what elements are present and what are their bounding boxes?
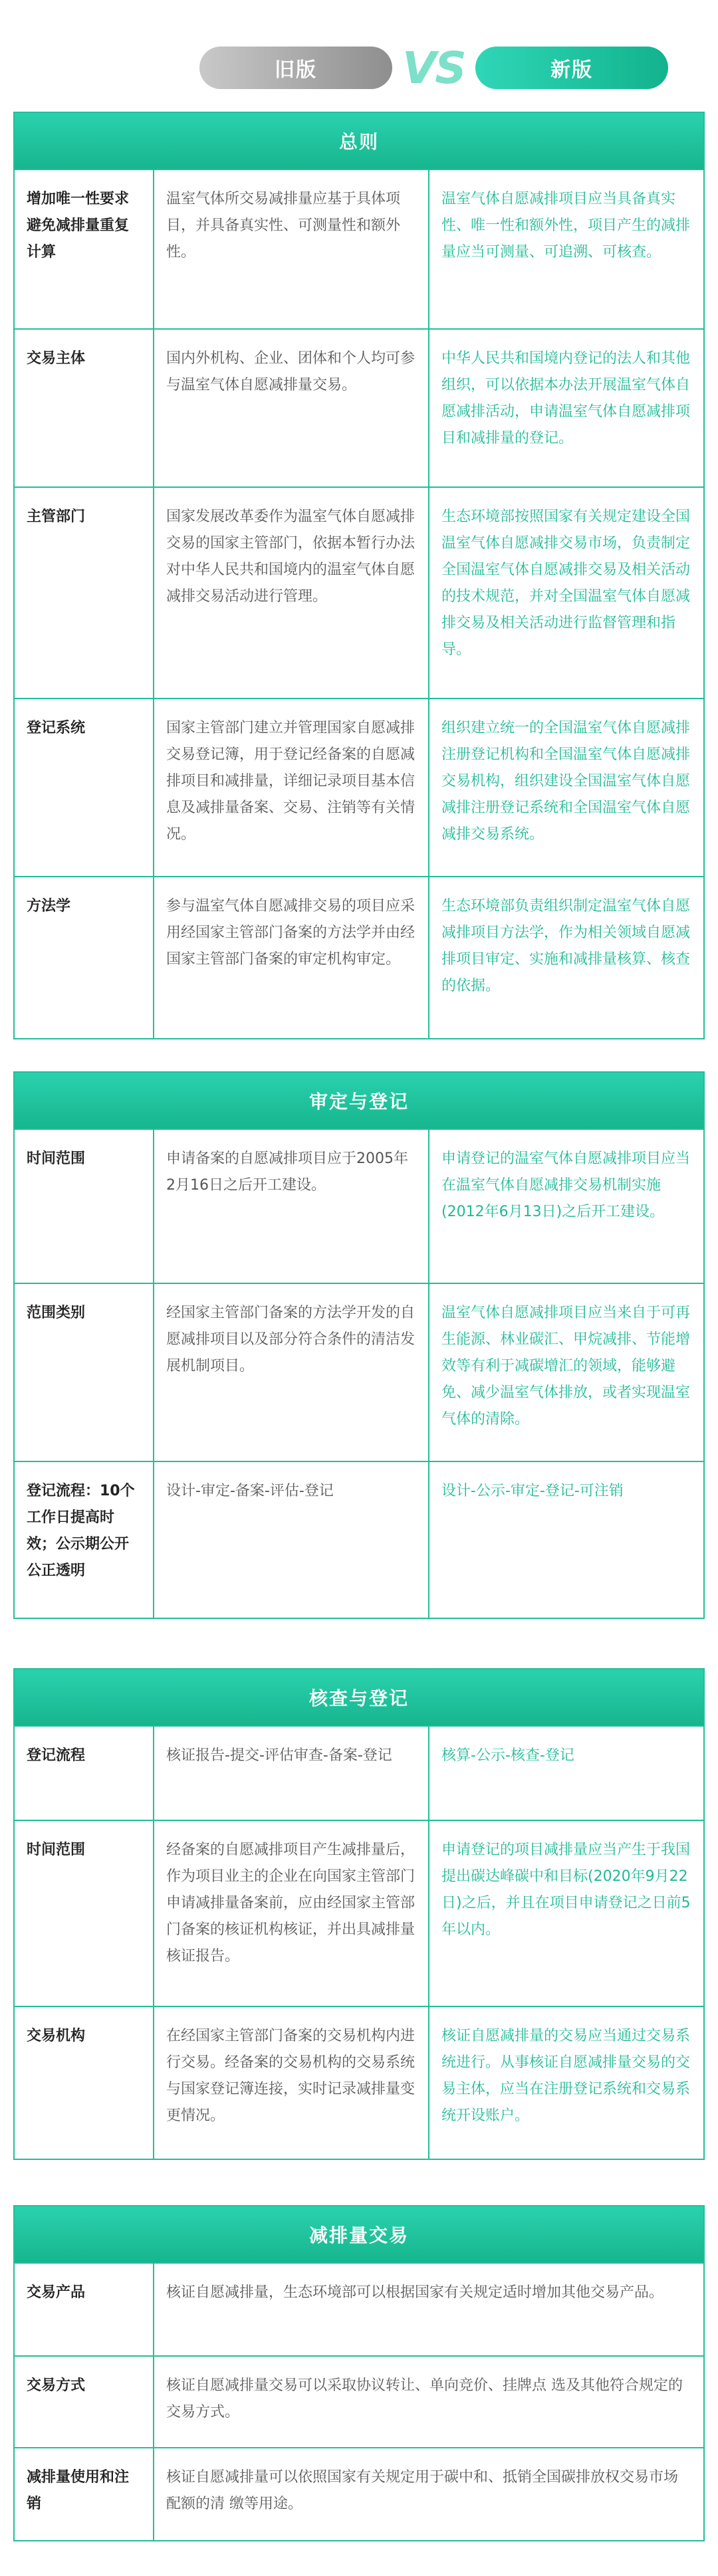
old-text: 经备案的自愿减排项目产生减排量后，作为项目业主的企业在向国家主管部门申请减排量备案前，应由经国家主管部门备案的核证机构核证，并出具减排量核证报告。: [154, 1821, 429, 2006]
row-label: 方法学: [15, 877, 154, 1038]
row-text: 核证自愿减排量交易可以采取协议转让、单向竞价、挂牌点 选及其他符合规定的交易方式。: [166, 2377, 683, 2420]
new-text: 组织建立统一的全国温室气体自愿减排注册登记机构和全国温室气体自愿减排交易机构，组织建设全国温室气体自愿减排注册登记系统和全国温室气体自愿减排交易系统。: [441, 720, 691, 843]
new-text: 温室气体自愿减排项目应当来自于可再生能源、林业碳汇、甲烷减排、节能增效等有利于减碳增汇的领域，能够避免、减少温室气体排放，或者实现温室气体的清除。: [441, 1305, 691, 1428]
old-text: 温室气体所交易减排量应基于具体项目，并具备真实性、可测量性和额外性。: [154, 170, 429, 328]
table-row: [15, 1461, 703, 1618]
old-text: 在经国家主管部门备案的交易机构内进行交易。经备案的交易机构的交易系统与国家登记簿连接，实时记录减排量变更情况。: [154, 2007, 429, 2159]
section-title: 减排量交易: [15, 2206, 703, 2262]
row-label: 登记系统: [15, 699, 154, 876]
comparison-table: [15, 1725, 703, 2159]
section-title: 核查与登记: [15, 1669, 703, 1725]
table-row: [15, 698, 703, 876]
old-text: 参与温室气体自愿减排交易的项目应采用经国家主管部门备案的方法学并由经国家主管部门备案的审定机构审定。: [154, 877, 429, 1038]
row-label: 交易机构: [15, 2007, 154, 2159]
new-text: 生态环境部负责组织制定温室气体自愿减排项目方法学，作为相关领域自愿减排项目审定、实施和减排量核算、核查的依据。: [441, 898, 691, 994]
table-row: [15, 2264, 703, 2355]
old-text: 国家发展改革委作为温室气体自愿减排交易的国家主管部门，依据本暂行办法对中华人民共和国境内的温室气体自愿减排交易活动进行管理。: [154, 488, 429, 698]
row-label: 时间范围: [15, 1130, 154, 1283]
trading-table: [15, 2262, 703, 2540]
table-row: [15, 1727, 703, 1820]
row-label: 主管部门: [15, 488, 154, 698]
new-text: 核证自愿减排量的交易应当通过交易系统进行。从事核证自愿减排量交易的交易主体，应当在注册登记系统和交易系统开设账户。: [441, 2028, 691, 2124]
table-row: [15, 2006, 703, 2159]
vs-label: VS: [402, 42, 465, 94]
section-verification-registration: [13, 1668, 705, 2160]
table-row: [15, 2355, 703, 2447]
old-text: 国内外机构、企业、团体和个人均可参与温室气体自愿减排量交易。: [154, 330, 429, 486]
table-row: [15, 1130, 703, 1283]
table-row: [15, 170, 703, 328]
section-emission-trading: [13, 2205, 705, 2541]
table-row: [15, 1820, 703, 2006]
table-row: [15, 328, 703, 486]
new-text: 设计-公示-审定-登记-可注销: [441, 1483, 624, 1499]
new-text: 核算-公示-核查-登记: [441, 1747, 574, 1764]
row-text: 核证自愿减排量可以依照国家有关规定用于碳中和、抵销全国碳排放权交易市场配额的清 缴等用途。: [166, 2469, 679, 2512]
old-text: 经国家主管部门备案的方法学开发的自愿减排项目以及部分符合条件的清洁发展机制项目。: [154, 1284, 429, 1461]
section-general: [13, 112, 705, 1039]
new-text: 中华人民共和国境内登记的法人和其他组织，可以依据本办法开展温室气体自愿减排活动，申请温室气体自愿减排项目和减排量的登记。: [441, 350, 691, 447]
row-label: 交易主体: [15, 330, 154, 486]
new-text: 申请登记的温室气体自愿减排项目应当在温室气体自愿减排交易机制实施(2012年6月13日)之后开工建设。: [441, 1150, 691, 1220]
comparison-header: [0, 42, 718, 94]
new-version-pill: 新版: [475, 47, 668, 89]
new-text: 生态环境部按照国家有关规定建设全国温室气体自愿减排交易市场，负责制定全国温室气体自愿减排交易及相关活动的技术规范，并对全国温室气体自愿减排交易及相关活动进行监督管理和指导。: [441, 508, 691, 658]
table-row: [15, 1283, 703, 1461]
new-text: 申请登记的项目减排量应当产生于我国提出碳达峰碳中和目标(2020年9月22日)之后，并且在项目申请登记之日前5年以内。: [441, 1842, 691, 1938]
table-row: [15, 2447, 703, 2540]
row-label: 登记流程：10个工作日提高时效；公示期公开公正透明: [15, 1462, 154, 1618]
old-text: 国家主管部门建立并管理国家自愿减排交易登记簿，用于登记经备案的自愿减排项目和减排量，详细记录项目基本信息及减排量备案、交易、注销等有关情况。: [154, 699, 429, 876]
table-row: [15, 486, 703, 698]
new-text: 温室气体自愿减排项目应当具备真实性、唯一性和额外性，项目产生的减排量应当可测量、可追溯、可核查。: [441, 191, 691, 261]
old-text: 核证报告-提交-评估审查-备案-登记: [154, 1727, 429, 1820]
section-title: 总则: [15, 113, 703, 169]
row-label: 时间范围: [15, 1821, 154, 2006]
old-text: 设计-审定-备案-评估-登记: [154, 1462, 429, 1618]
section-title: 审定与登记: [15, 1073, 703, 1128]
row-text: 核证自愿减排量，生态环境部可以根据国家有关规定适时增加其他交易产品。: [166, 2284, 664, 2301]
row-label: 范围类别: [15, 1284, 154, 1461]
row-label: 交易产品: [15, 2264, 154, 2355]
row-label: 减排量使用和注销: [15, 2448, 154, 2540]
table-row: [15, 876, 703, 1038]
section-validation-registration: [13, 1071, 705, 1619]
old-text: 申请备案的自愿减排项目应于2005年2月16日之后开工建设。: [154, 1130, 429, 1283]
comparison-table: [15, 169, 703, 1038]
row-label: 登记流程: [15, 1727, 154, 1820]
old-version-pill: 旧版: [199, 47, 392, 89]
row-label: 增加唯一性要求避免减排量重复计算: [15, 170, 154, 328]
comparison-table: [15, 1128, 703, 1618]
row-label: 交易方式: [15, 2357, 154, 2447]
